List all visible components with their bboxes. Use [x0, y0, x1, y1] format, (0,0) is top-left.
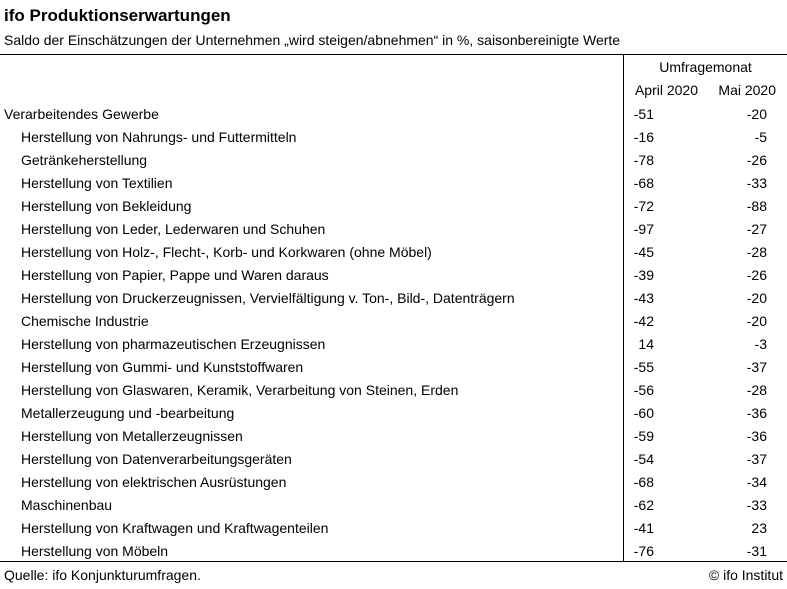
table-row: [0, 310, 787, 333]
data-table-body: [0, 103, 787, 563]
value-april-2020: -45: [633, 244, 654, 260]
value-mai-2020: -36: [746, 428, 767, 444]
row-label: Herstellung von Glaswaren, Keramik, Verarbeitung von Steinen, Erden: [21, 382, 459, 398]
value-april-2020: -76: [633, 543, 654, 559]
value-mai-2020: -3: [754, 336, 767, 352]
value-april-2020: -97: [633, 221, 654, 237]
row-label: Metallerzeugung und -bearbeitung: [21, 405, 235, 421]
copyright-note: © ifo Institut: [708, 567, 783, 583]
row-label: Verarbeitendes Gewerbe: [4, 106, 159, 122]
value-april-2020: -56: [633, 382, 654, 398]
value-mai-2020: -34: [746, 474, 767, 490]
value-mai-2020: -20: [746, 290, 767, 306]
value-april-2020: -68: [633, 175, 654, 191]
value-april-2020: -41: [633, 520, 654, 536]
table-row: [0, 195, 787, 218]
row-label: Chemische Industrie: [21, 313, 149, 329]
value-april-2020: -39: [633, 267, 654, 283]
value-april-2020: -51: [633, 106, 654, 122]
value-april-2020: -43: [633, 290, 654, 306]
column-header-mai: Mai 2020: [718, 82, 776, 98]
row-label: Herstellung von Gummi- und Kunststoffwaren: [21, 359, 304, 375]
top-divider: [0, 54, 787, 55]
row-label: Herstellung von Nahrungs- und Futtermitteln: [21, 129, 297, 145]
table-row: [0, 379, 787, 402]
value-mai-2020: 23: [751, 520, 767, 536]
value-mai-2020: -5: [754, 129, 767, 145]
page-subtitle: Saldo der Einschätzungen der Unternehmen „wird steigen/abnehmen“ in %, saisonbereinigte Werte: [4, 32, 621, 48]
table-row: [0, 241, 787, 264]
value-april-2020: -78: [633, 152, 654, 168]
column-group-header: Umfragemonat: [659, 59, 752, 75]
value-april-2020: -60: [633, 405, 654, 421]
value-mai-2020: -31: [746, 543, 767, 559]
column-header-april: April 2020: [634, 82, 698, 98]
value-april-2020: -42: [633, 313, 654, 329]
row-label: Herstellung von pharmazeutischen Erzeugnissen: [21, 336, 326, 352]
row-label: Herstellung von Holz-, Flecht-, Korb- und Korkwaren (ohne Möbel): [21, 244, 432, 260]
value-mai-2020: -28: [746, 382, 767, 398]
row-label: Maschinenbau: [21, 497, 113, 513]
value-april-2020: -59: [633, 428, 654, 444]
table-row: [0, 333, 787, 356]
value-april-2020: 14: [638, 336, 654, 352]
value-mai-2020: -33: [746, 175, 767, 191]
row-label: Herstellung von Bekleidung: [21, 198, 192, 214]
table-row: [0, 471, 787, 494]
value-mai-2020: -26: [746, 152, 767, 168]
row-label: Herstellung von Kraftwagen und Kraftwagenteilen: [21, 520, 329, 536]
table-row: [0, 287, 787, 310]
table-row: [0, 494, 787, 517]
table-row: [0, 540, 787, 563]
row-label: Herstellung von Leder, Lederwaren und Schuhen: [21, 221, 326, 237]
value-mai-2020: -33: [746, 497, 767, 513]
value-mai-2020: -88: [746, 198, 767, 214]
page-title: ifo Produktionserwartungen: [4, 6, 231, 25]
table-row: [0, 356, 787, 379]
value-mai-2020: -37: [746, 451, 767, 467]
table-row: [0, 517, 787, 540]
row-label: Herstellung von Möbeln: [21, 543, 169, 559]
value-mai-2020: -36: [746, 405, 767, 421]
table-row: [0, 126, 787, 149]
row-label: Herstellung von Papier, Pappe und Waren daraus: [21, 267, 329, 283]
value-april-2020: -68: [633, 474, 654, 490]
row-label: Herstellung von elektrischen Ausrüstungen: [21, 474, 287, 490]
value-april-2020: -54: [633, 451, 654, 467]
table-row: [0, 448, 787, 471]
value-mai-2020: -20: [746, 106, 767, 122]
row-label: Herstellung von Metallerzeugnissen: [21, 428, 243, 444]
value-april-2020: -72: [633, 198, 654, 214]
row-label: Herstellung von Datenverarbeitungsgeräten: [21, 451, 292, 467]
row-label: Herstellung von Druckerzeugnissen, Vervielfältigung v. Ton-, Bild-, Datenträgern: [21, 290, 515, 306]
table-row: [0, 218, 787, 241]
source-note: Quelle: ifo Konjunkturumfragen.: [4, 567, 201, 583]
value-mai-2020: -26: [746, 267, 767, 283]
bottom-divider: [0, 561, 787, 562]
row-label: Herstellung von Textilien: [21, 175, 173, 191]
table-row: [0, 402, 787, 425]
value-april-2020: -16: [633, 129, 654, 145]
value-april-2020: -55: [633, 359, 654, 375]
table-row: [0, 149, 787, 172]
row-label: Getränkeherstellung: [21, 152, 148, 168]
table-row: [0, 172, 787, 195]
value-mai-2020: -20: [746, 313, 767, 329]
value-april-2020: -62: [633, 497, 654, 513]
table-row: [0, 264, 787, 287]
value-mai-2020: -37: [746, 359, 767, 375]
value-mai-2020: -28: [746, 244, 767, 260]
value-mai-2020: -27: [746, 221, 767, 237]
table-row: [0, 103, 787, 126]
table-row: [0, 425, 787, 448]
